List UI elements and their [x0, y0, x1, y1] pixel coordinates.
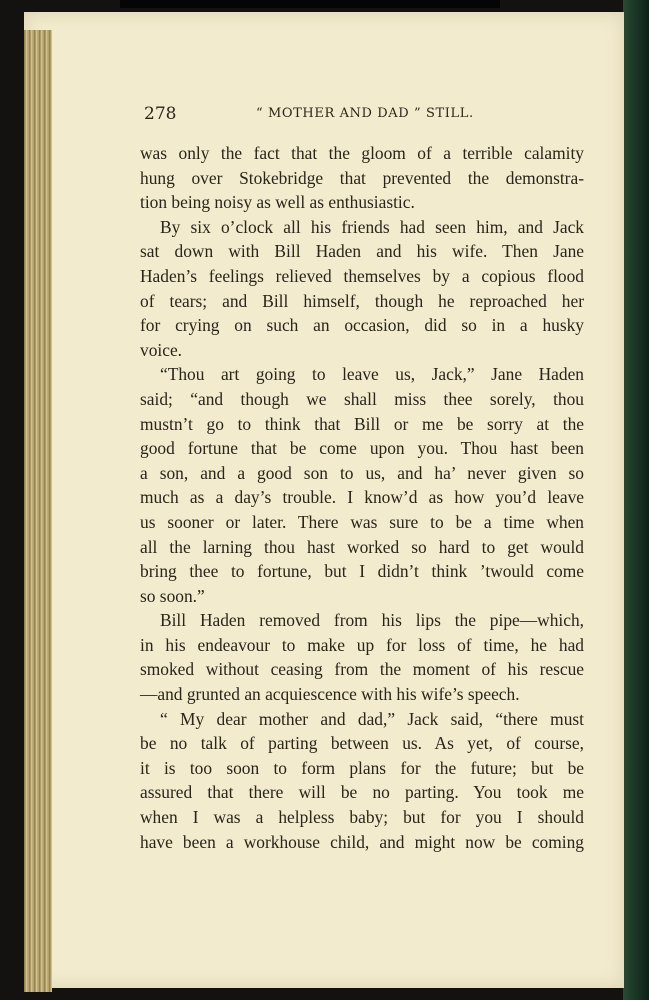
scan-top-shadow: [120, 0, 500, 8]
text-line: —and grunted an acquiescence with his wife’s speech.: [140, 684, 520, 705]
text-line: said; “and though we shall miss thee sorely, thou: [140, 388, 584, 409]
text-line: in his endeavour to make up for loss of time, he had: [140, 634, 584, 655]
text-line: so soon.”: [140, 585, 205, 606]
book-cover-edge: [623, 0, 649, 1000]
text-line: be no talk of parting between us. As yet, of course,: [140, 733, 584, 754]
text-line: of tears; and Bill himself, though he reproached her: [140, 290, 584, 311]
text-line: mustn’t go to think that Bill or me be sorry at the: [140, 413, 584, 434]
text-line: all the larning thou hast worked so hard to get would: [140, 536, 584, 557]
text-line: bring thee to fortune, but I didn’t think ’twould come: [140, 561, 584, 582]
text-line: Bill Haden removed from his lips the pipe—which,: [160, 610, 584, 631]
text-line: “ My dear mother and dad,” Jack said, “there must: [160, 708, 584, 729]
text-line: Haden’s feelings relieved themselves by a copious flood: [140, 265, 584, 286]
text-line: smoked without ceasing from the moment of his rescue: [140, 659, 584, 680]
text-line: for crying on such an occasion, did so in a husky: [140, 315, 584, 336]
text-line: it is too soon to form plans for the future; but be: [140, 757, 584, 778]
text-line: a son, and a good son to us, and ha’ never given so: [140, 462, 584, 483]
body-text: [140, 141, 584, 854]
text-line: when I was a helpless baby; but for you I should: [140, 807, 584, 828]
text-line: was only the fact that the gloom of a terrible calamity: [140, 143, 584, 163]
running-title: “ MOTHER AND DAD ” STILL.: [256, 106, 474, 121]
text-line: tion being noisy as well as enthusiastic.: [140, 192, 415, 213]
text-line: sat down with Bill Haden and his wife. Then Jane: [140, 241, 584, 262]
page-gutter-edges: [24, 30, 52, 992]
page-number: 278: [144, 104, 177, 124]
text-line: assured that there will be no parting. You took me: [140, 782, 584, 803]
text-line: much as a day’s trouble. I know’d as how you’d leave: [140, 487, 584, 508]
page-header: [118, 104, 588, 128]
text-line: hung over Stokebridge that prevented the demonstra-: [140, 167, 584, 188]
text-line: good fortune that be come upon you. Thou hast been: [140, 438, 584, 459]
text-line: By six o’clock all his friends had seen him, and Jack: [160, 216, 584, 237]
text-line: “Thou art going to leave us, Jack,” Jane Haden: [160, 364, 584, 385]
text-line: have been a workhouse child, and might now be coming: [140, 831, 584, 852]
text-line: voice.: [140, 339, 183, 360]
text-line: us sooner or later. There was sure to be a time when: [140, 511, 584, 532]
